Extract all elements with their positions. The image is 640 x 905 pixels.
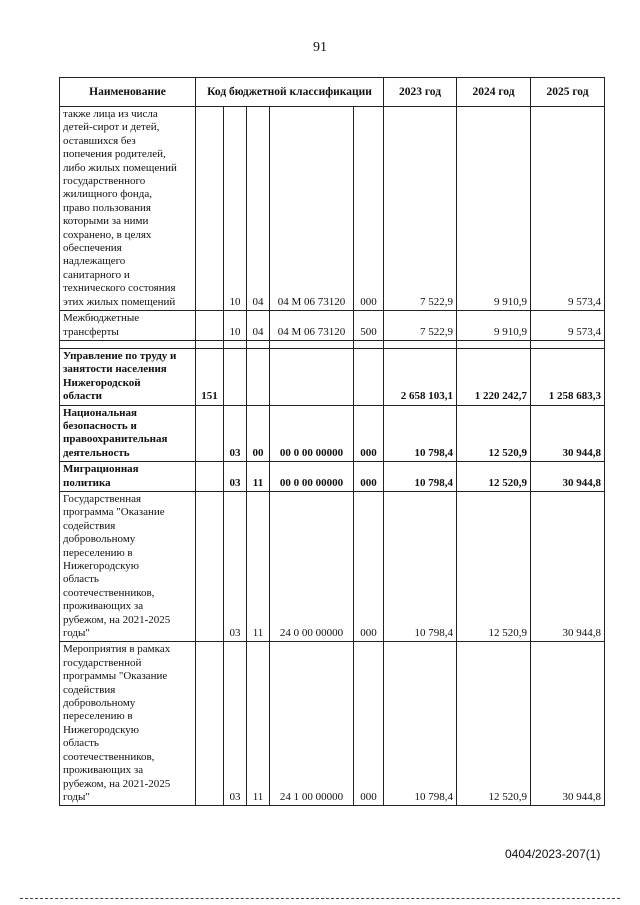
row-name: Государственная программа "Оказание содействия добровольному переселению в Нижегородскую область соотечественников, проживающих за рубежом, на 2021-2025 годы" <box>60 491 196 641</box>
budget-table <box>59 77 605 806</box>
row-org-code <box>196 491 224 641</box>
row-value-2023: 2 658 103,1 <box>384 348 457 405</box>
row-target-item: 24 0 00 00000 <box>270 491 354 641</box>
header-2025: 2025 год <box>531 78 605 107</box>
table-row <box>60 348 605 405</box>
row-value-2023: 7 522,9 <box>384 311 457 341</box>
row-name: Управление по труду и занятости населения Нижегородской области <box>60 348 196 405</box>
row-target-item: 04 М 06 73120 <box>270 311 354 341</box>
row-expense-kind: 000 <box>354 405 384 462</box>
row-expense-kind: 000 <box>354 491 384 641</box>
header-name: Наименование <box>60 78 196 107</box>
row-subsection: 00 <box>247 405 270 462</box>
row-subsection: 11 <box>247 491 270 641</box>
row-value-2023: 10 798,4 <box>384 462 457 492</box>
row-subsection: 11 <box>247 642 270 806</box>
row-org-code <box>196 107 224 311</box>
row-section: 10 <box>224 107 247 311</box>
row-subsection: 11 <box>247 462 270 492</box>
table-row <box>60 311 605 341</box>
row-section: 03 <box>224 642 247 806</box>
row-subsection <box>247 348 270 405</box>
row-section: 03 <box>224 462 247 492</box>
row-expense-kind <box>354 348 384 405</box>
table-row <box>60 405 605 462</box>
table-row <box>60 642 605 806</box>
row-section: 10 <box>224 311 247 341</box>
row-section: 03 <box>224 491 247 641</box>
row-value-2024: 9 910,9 <box>457 311 531 341</box>
row-name: Мероприятия в рамках государственной программы "Оказание содействия добровольному переселению в Нижегородскую область соотечественников, проживающих за рубежом, на 2021-2025 годы" <box>60 642 196 806</box>
row-value-2024: 12 520,9 <box>457 462 531 492</box>
row-name: Национальная безопасность и правоохранительная деятельность <box>60 405 196 462</box>
row-value-2024: 12 520,9 <box>457 642 531 806</box>
row-org-code <box>196 405 224 462</box>
row-value-2024: 12 520,9 <box>457 405 531 462</box>
row-value-2024: 9 910,9 <box>457 107 531 311</box>
row-value-2023: 10 798,4 <box>384 491 457 641</box>
row-subsection: 04 <box>247 107 270 311</box>
table-row <box>60 462 605 492</box>
row-value-2025: 30 944,8 <box>531 491 605 641</box>
row-value-2025: 30 944,8 <box>531 462 605 492</box>
row-value-2025: 30 944,8 <box>531 642 605 806</box>
row-section: 03 <box>224 405 247 462</box>
table-row <box>60 107 605 311</box>
row-org-code <box>196 462 224 492</box>
row-expense-kind: 000 <box>354 642 384 806</box>
row-value-2025: 30 944,8 <box>531 405 605 462</box>
footer-divider <box>20 898 620 899</box>
row-name: Межбюджетные трансферты <box>60 311 196 341</box>
row-expense-kind: 500 <box>354 311 384 341</box>
row-value-2025: 9 573,4 <box>531 311 605 341</box>
row-value-2024: 12 520,9 <box>457 491 531 641</box>
row-target-item: 00 0 00 00000 <box>270 462 354 492</box>
row-name: также лица из числа детей-сирот и детей, оставшихся без попечения родителей, либо жилых помещений государственного жилищного фонда, право пользования которыми за ними сохранено, в целях обеспечения надлежащего санитарного и технического состояния этих жилых помещений <box>60 107 196 311</box>
row-target-item <box>270 348 354 405</box>
row-name: Миграционная политика <box>60 462 196 492</box>
row-target-item: 24 1 00 00000 <box>270 642 354 806</box>
row-org-code <box>196 311 224 341</box>
row-value-2024: 1 220 242,7 <box>457 348 531 405</box>
row-target-item: 00 0 00 00000 <box>270 405 354 462</box>
page-number: 91 <box>313 40 327 55</box>
row-value-2023: 7 522,9 <box>384 107 457 311</box>
header-2023: 2023 год <box>384 78 457 107</box>
spacer-row <box>60 340 605 348</box>
header-2024: 2024 год <box>457 78 531 107</box>
header-code: Код бюджетной классификации <box>196 78 384 107</box>
row-value-2023: 10 798,4 <box>384 642 457 806</box>
row-subsection: 04 <box>247 311 270 341</box>
row-org-code: 151 <box>196 348 224 405</box>
row-value-2025: 1 258 683,3 <box>531 348 605 405</box>
document-code: 0404/2023-207(1) <box>505 847 601 861</box>
row-org-code <box>196 642 224 806</box>
row-section <box>224 348 247 405</box>
row-value-2023: 10 798,4 <box>384 405 457 462</box>
row-expense-kind: 000 <box>354 107 384 311</box>
row-target-item: 04 М 06 73120 <box>270 107 354 311</box>
table-header <box>60 78 605 107</box>
row-expense-kind: 000 <box>354 462 384 492</box>
row-value-2025: 9 573,4 <box>531 107 605 311</box>
table-row <box>60 491 605 641</box>
